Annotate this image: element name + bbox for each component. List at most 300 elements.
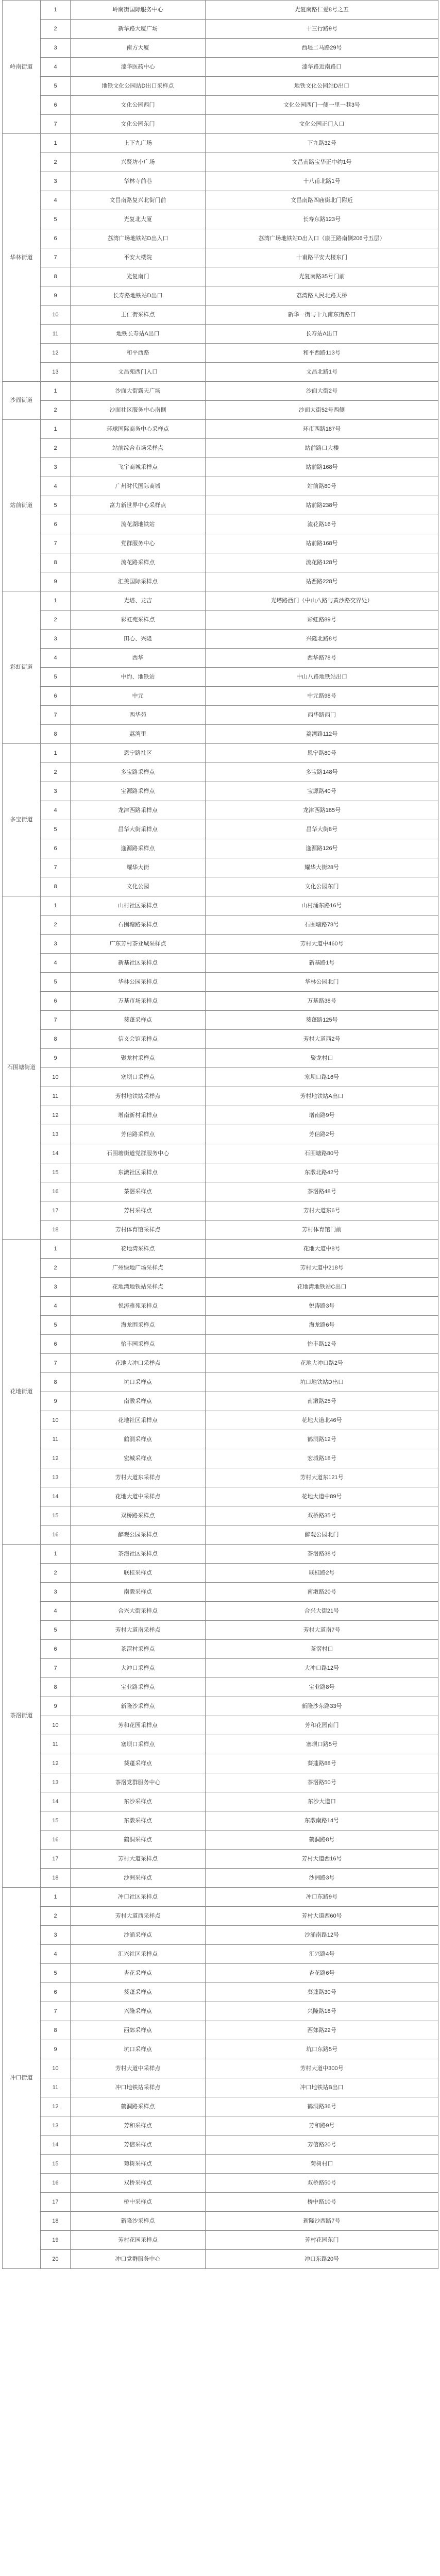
row-number-cell: 17: [41, 1201, 71, 1221]
table-row: [3, 248, 438, 267]
site-address-cell: 石围塘路78号: [206, 916, 438, 935]
site-address-cell: 芳村大道西60号: [206, 1907, 438, 1926]
site-address-cell: 葵蓬路30号: [206, 1983, 438, 2002]
site-name-cell: 悦涛雅苑采样点: [71, 1297, 206, 1316]
site-address-cell: 东漖南路14号: [206, 1811, 438, 1831]
site-address-cell: 鹤洞路12号: [206, 1430, 438, 1449]
table-row: [3, 1373, 438, 1392]
row-number-cell: 3: [41, 782, 71, 801]
site-name-cell: 石围塘街道党群服务中心: [71, 1144, 206, 1163]
row-number-cell: 10: [41, 1716, 71, 1735]
table-row: [3, 458, 438, 477]
table-body: [3, 1, 438, 2269]
site-address-cell: 十三行路9号: [206, 20, 438, 39]
site-address-cell: 葵蓬路125号: [206, 1011, 438, 1030]
table-row: [3, 2097, 438, 2116]
row-number-cell: 15: [41, 1506, 71, 1526]
site-address-cell: 站前路168号: [206, 458, 438, 477]
site-address-cell: 花地大道中89号: [206, 1487, 438, 1506]
table-row: [3, 916, 438, 935]
row-number-cell: 7: [41, 1011, 71, 1030]
row-number-cell: 16: [41, 1526, 71, 1545]
site-address-cell: 南漖路25号: [206, 1392, 438, 1411]
row-number-cell: 2: [41, 153, 71, 172]
site-name-cell: 新华路大厦广场: [71, 20, 206, 39]
row-number-cell: 14: [41, 1487, 71, 1506]
site-name-cell: 冲口地铁站采样点: [71, 2078, 206, 2097]
row-number-cell: 6: [41, 515, 71, 534]
row-number-cell: 5: [41, 1964, 71, 1983]
site-address-cell: 茶滘路38号: [206, 1545, 438, 1564]
table-row: [3, 1621, 438, 1640]
row-number-cell: 6: [41, 96, 71, 115]
site-address-cell: 芳村大道南7号: [206, 1621, 438, 1640]
table-row: [3, 1640, 438, 1659]
site-address-cell: 站前路口大楼: [206, 439, 438, 458]
table-row: [3, 839, 438, 858]
site-address-cell: 沙面大街52号西侧: [206, 401, 438, 420]
site-address-cell: 怡丰路12号: [206, 1335, 438, 1354]
site-name-cell: 山村社区采样点: [71, 896, 206, 916]
table-row: [3, 1144, 438, 1163]
site-address-cell: 坑口东路5号: [206, 2040, 438, 2059]
table-row: [3, 286, 438, 306]
table-row: [3, 1297, 438, 1316]
row-number-cell: 15: [41, 2155, 71, 2174]
site-name-cell: 党群服务中心: [71, 534, 206, 553]
site-address-cell: 芳和花园南门: [206, 1716, 438, 1735]
street-name-cell: 站前街道: [3, 420, 41, 591]
row-number-cell: 4: [41, 954, 71, 973]
site-address-cell: 多宝路148号: [206, 763, 438, 782]
site-name-cell: 田心、兴隆: [71, 630, 206, 649]
site-name-cell: 文化公园: [71, 877, 206, 896]
table-row: [3, 801, 438, 820]
site-address-cell: 花地大道北46号: [206, 1411, 438, 1430]
table-row: [3, 591, 438, 611]
site-address-cell: 茶滘村口: [206, 1640, 438, 1659]
table-row: [3, 1201, 438, 1221]
site-name-cell: 南漖采样点: [71, 1392, 206, 1411]
row-number-cell: 11: [41, 1430, 71, 1449]
site-address-cell: 站前路238号: [206, 496, 438, 515]
site-name-cell: 流花路采样点: [71, 553, 206, 572]
site-name-cell: 广东芳村茶业城采样点: [71, 935, 206, 954]
table-row: [3, 172, 438, 191]
row-number-cell: 5: [41, 1621, 71, 1640]
site-name-cell: 汇兴社区采样点: [71, 1945, 206, 1964]
street-name-cell: 冲口街道: [3, 1888, 41, 2269]
site-name-cell: 芳村大道西采样点: [71, 1907, 206, 1926]
site-name-cell: 站前综合市场采样点: [71, 439, 206, 458]
table-row: [3, 1678, 438, 1697]
site-address-cell: 漆华路近南路口: [206, 58, 438, 77]
site-address-cell: 站西路228号: [206, 572, 438, 591]
table-row: [3, 477, 438, 496]
site-address-cell: 山村涌东路16号: [206, 896, 438, 916]
row-number-cell: 19: [41, 2231, 71, 2250]
site-name-cell: 昌华大街采样点: [71, 820, 206, 839]
site-name-cell: 兴贤坊小广场: [71, 153, 206, 172]
table-row: [3, 1468, 438, 1487]
row-number-cell: 7: [41, 534, 71, 553]
site-name-cell: 芳村大道南采样点: [71, 1621, 206, 1640]
site-address-cell: 宝源路40号: [206, 782, 438, 801]
site-address-cell: 聚龙村口: [206, 1049, 438, 1068]
row-number-cell: 8: [41, 2021, 71, 2040]
site-address-cell: 芳村大道中300号: [206, 2059, 438, 2078]
table-row: [3, 1811, 438, 1831]
site-name-cell: 塞坝口采样点: [71, 1068, 206, 1087]
row-number-cell: 6: [41, 1640, 71, 1659]
row-number-cell: 14: [41, 2136, 71, 2155]
site-address-cell: 花地大道中8号: [206, 1240, 438, 1259]
site-name-cell: 沙洲采样点: [71, 1869, 206, 1888]
site-address-cell: 花地湾地铁站C出口: [206, 1278, 438, 1297]
site-name-cell: 芳村大道中采样点: [71, 2059, 206, 2078]
street-name-cell: 茶滘街道: [3, 1545, 41, 1888]
site-address-cell: 逢源路126号: [206, 839, 438, 858]
site-name-cell: 文昌苑西门入口: [71, 363, 206, 382]
site-address-cell: 增南路9号: [206, 1106, 438, 1125]
row-number-cell: 5: [41, 1316, 71, 1335]
table-row: [3, 2040, 438, 2059]
site-name-cell: 流花湖地铁站: [71, 515, 206, 534]
site-name-cell: 兴隆采样点: [71, 2002, 206, 2021]
table-row: [3, 210, 438, 229]
table-row: [3, 1030, 438, 1049]
site-address-cell: 合兴大街21号: [206, 1602, 438, 1621]
site-name-cell: 芳信路采样点: [71, 1125, 206, 1144]
site-address-cell: 鹤洞路36号: [206, 2097, 438, 2116]
site-address-cell: 芳信路20号: [206, 2136, 438, 2155]
row-number-cell: 2: [41, 1564, 71, 1583]
row-number-cell: 12: [41, 1449, 71, 1468]
table-row: [3, 611, 438, 630]
site-name-cell: 富力新世界中心采样点: [71, 496, 206, 515]
row-number-cell: 3: [41, 39, 71, 58]
table-row: [3, 572, 438, 591]
table-row: [3, 1163, 438, 1182]
row-number-cell: 10: [41, 1068, 71, 1087]
site-address-cell: 沙涌南路12号: [206, 1926, 438, 1945]
site-name-cell: 葵蓬采样点: [71, 1983, 206, 2002]
site-name-cell: 和平西路: [71, 344, 206, 363]
street-name-cell: 石围塘街道: [3, 896, 41, 1240]
site-address-cell: 流花路128号: [206, 553, 438, 572]
site-address-cell: 沙面大街2号: [206, 382, 438, 401]
site-name-cell: 冲口党群服务中心: [71, 2250, 206, 2269]
site-address-cell: 鹤洞路8号: [206, 1831, 438, 1850]
row-number-cell: 2: [41, 1259, 71, 1278]
site-address-cell: 菊树村口: [206, 2155, 438, 2174]
table-row: [3, 820, 438, 839]
site-address-cell: 和平西路113号: [206, 344, 438, 363]
table-row: [3, 20, 438, 39]
row-number-cell: 5: [41, 77, 71, 96]
site-address-cell: 石围塘路80号: [206, 1144, 438, 1163]
row-number-cell: 6: [41, 1335, 71, 1354]
table-row: [3, 1526, 438, 1545]
table-row: [3, 649, 438, 668]
site-name-cell: 双桥路采样点: [71, 1506, 206, 1526]
site-address-cell: 葵蓬路88号: [206, 1754, 438, 1773]
row-number-cell: 3: [41, 1926, 71, 1945]
table-row: [3, 1850, 438, 1869]
site-name-cell: 宝业路采样点: [71, 1678, 206, 1697]
table-row: [3, 1602, 438, 1621]
site-name-cell: 岭南街国际服务中心: [71, 1, 206, 20]
table-row: [3, 496, 438, 515]
site-name-cell: 茶滘采样点: [71, 1182, 206, 1201]
row-number-cell: 2: [41, 401, 71, 420]
site-name-cell: 耀华大街: [71, 858, 206, 877]
site-address-cell: 大冲口路12号: [206, 1659, 438, 1678]
site-name-cell: 花地湾采样点: [71, 1240, 206, 1259]
site-address-cell: 西华路西门: [206, 706, 438, 725]
site-name-cell: 怡丰园采样点: [71, 1335, 206, 1354]
row-number-cell: 5: [41, 210, 71, 229]
table-row: [3, 1487, 438, 1506]
table-row: [3, 1430, 438, 1449]
table-row: [3, 1278, 438, 1297]
row-number-cell: 5: [41, 496, 71, 515]
table-row: [3, 1888, 438, 1907]
site-address-cell: 坑口地铁站D出口: [206, 1373, 438, 1392]
table-row: [3, 630, 438, 649]
row-number-cell: 6: [41, 992, 71, 1011]
site-name-cell: 长寿路地铁站D出口: [71, 286, 206, 306]
site-name-cell: 光复北大厦: [71, 210, 206, 229]
site-name-cell: 沙面大街露天广场: [71, 382, 206, 401]
table-row: [3, 1411, 438, 1430]
site-address-cell: 芳村地铁站A出口: [206, 1087, 438, 1106]
row-number-cell: 3: [41, 935, 71, 954]
table-row: [3, 1335, 438, 1354]
site-address-cell: 芳和路9号: [206, 2116, 438, 2136]
row-number-cell: 2: [41, 763, 71, 782]
table-row: [3, 2250, 438, 2269]
table-row: [3, 344, 438, 363]
site-name-cell: 文化公园西门: [71, 96, 206, 115]
site-address-cell: 汇兴路4号: [206, 1945, 438, 1964]
row-number-cell: 18: [41, 1869, 71, 1888]
site-address-cell: 联桂路2号: [206, 1564, 438, 1583]
row-number-cell: 11: [41, 1735, 71, 1754]
street-name-cell: 多宝街道: [3, 744, 41, 896]
site-name-cell: 光塔、龙吉: [71, 591, 206, 611]
site-name-cell: 葵蓬采样点: [71, 1011, 206, 1030]
site-name-cell: 龙津西路采样点: [71, 801, 206, 820]
site-address-cell: 醉观公园北门: [206, 1526, 438, 1545]
street-name-cell: 岭南街道: [3, 1, 41, 134]
site-address-cell: 龙津西路165号: [206, 801, 438, 820]
site-name-cell: 茶滘村采样点: [71, 1640, 206, 1659]
row-number-cell: 9: [41, 2040, 71, 2059]
site-address-cell: 环市西路187号: [206, 420, 438, 439]
site-address-cell: 冲口东路9号: [206, 1888, 438, 1907]
table-row: [3, 2231, 438, 2250]
row-number-cell: 4: [41, 649, 71, 668]
site-address-cell: 光塔路西门（中山八路与黄沙路交界处）: [206, 591, 438, 611]
row-number-cell: 4: [41, 801, 71, 820]
row-number-cell: 6: [41, 229, 71, 248]
site-name-cell: 鹤洞路采样点: [71, 2097, 206, 2116]
site-address-cell: 冲口东路20号: [206, 2250, 438, 2269]
row-number-cell: 4: [41, 58, 71, 77]
site-address-cell: 西郊路22号: [206, 2021, 438, 2040]
site-address-cell: 新基路1号: [206, 954, 438, 973]
site-name-cell: 广州时代国际商城: [71, 477, 206, 496]
row-number-cell: 12: [41, 1754, 71, 1773]
row-number-cell: 10: [41, 2059, 71, 2078]
site-address-cell: 西堤二马路29号: [206, 39, 438, 58]
table-row: [3, 515, 438, 534]
site-name-cell: 万基市场采样点: [71, 992, 206, 1011]
row-number-cell: 9: [41, 1392, 71, 1411]
site-name-cell: 聚龙村采样点: [71, 1049, 206, 1068]
site-address-cell: 双桥路50号: [206, 2174, 438, 2193]
site-name-cell: 西华: [71, 649, 206, 668]
row-number-cell: 7: [41, 1354, 71, 1373]
site-address-cell: 海龙路6号: [206, 1316, 438, 1335]
site-name-cell: 地铁文化公园站D出口采样点: [71, 77, 206, 96]
site-name-cell: 环球国际商务中心采样点: [71, 420, 206, 439]
site-address-cell: 十甫路平安大楼东门: [206, 248, 438, 267]
table-row: [3, 1983, 438, 2002]
site-address-cell: 长寿站A出口: [206, 325, 438, 344]
row-number-cell: 8: [41, 1678, 71, 1697]
row-number-cell: 9: [41, 286, 71, 306]
site-address-cell: 西华路78号: [206, 649, 438, 668]
table-row: [3, 1259, 438, 1278]
site-name-cell: 中元: [71, 687, 206, 706]
site-name-cell: 新隆沙采样点: [71, 2212, 206, 2231]
table-row: [3, 1087, 438, 1106]
site-name-cell: 芳村采样点: [71, 1201, 206, 1221]
row-number-cell: 14: [41, 1792, 71, 1811]
site-name-cell: 增南新村采样点: [71, 1106, 206, 1125]
site-name-cell: 冲口社区采样点: [71, 1888, 206, 1907]
table-row: [3, 420, 438, 439]
site-name-cell: 广州绿地广场采样点: [71, 1259, 206, 1278]
site-address-cell: 芳村大道西2号: [206, 1030, 438, 1049]
site-address-cell: 花地大冲口路2号: [206, 1354, 438, 1373]
table-row: [3, 2021, 438, 2040]
site-name-cell: 芳村花园采样点: [71, 2231, 206, 2250]
row-number-cell: 13: [41, 2116, 71, 2136]
row-number-cell: 3: [41, 1278, 71, 1297]
table-row: [3, 1240, 438, 1259]
table-row: [3, 782, 438, 801]
row-number-cell: 9: [41, 1697, 71, 1716]
row-number-cell: 1: [41, 744, 71, 763]
site-name-cell: 文化公园东门: [71, 115, 206, 134]
site-name-cell: 新隆沙采样点: [71, 1697, 206, 1716]
row-number-cell: 5: [41, 668, 71, 687]
site-name-cell: 飞宇商城采样点: [71, 458, 206, 477]
table-row: [3, 1735, 438, 1754]
site-name-cell: 花地大冲口采样点: [71, 1354, 206, 1373]
site-address-cell: 中元路98号: [206, 687, 438, 706]
table-row: [3, 58, 438, 77]
table-row: [3, 1354, 438, 1373]
row-number-cell: 6: [41, 687, 71, 706]
row-number-cell: 12: [41, 2097, 71, 2116]
site-name-cell: 逢源路采样点: [71, 839, 206, 858]
street-name-cell: 彩虹街道: [3, 591, 41, 744]
site-name-cell: 漆华医药中心: [71, 58, 206, 77]
site-name-cell: 花地大道中采样点: [71, 1487, 206, 1506]
table-row: [3, 229, 438, 248]
site-name-cell: 新基社区采样点: [71, 954, 206, 973]
table-row: [3, 439, 438, 458]
site-address-cell: 茶滘路50号: [206, 1773, 438, 1792]
site-address-cell: 芳村花园东门: [206, 2231, 438, 2250]
row-number-cell: 20: [41, 2250, 71, 2269]
site-name-cell: 沙面社区服务中心南侧: [71, 401, 206, 420]
site-address-cell: 文昌南路四庙街北门附近: [206, 191, 438, 210]
table-row: [3, 896, 438, 916]
row-number-cell: 16: [41, 1182, 71, 1201]
site-name-cell: 芳村地铁站采样点: [71, 1087, 206, 1106]
site-address-cell: 文昌南路宝华正中约1号: [206, 153, 438, 172]
site-name-cell: 葵蓬采样点: [71, 1754, 206, 1773]
row-number-cell: 8: [41, 267, 71, 286]
site-address-cell: 荔湾路人民北路天桥: [206, 286, 438, 306]
table-row: [3, 382, 438, 401]
site-address-cell: 芳村大道东121号: [206, 1468, 438, 1487]
site-address-cell: 南漖路20号: [206, 1583, 438, 1602]
site-address-cell: 沙洲路3号: [206, 1869, 438, 1888]
row-number-cell: 2: [41, 1907, 71, 1926]
site-name-cell: 多宝路采样点: [71, 763, 206, 782]
table-row: [3, 1945, 438, 1964]
table-row: [3, 1106, 438, 1125]
site-address-cell: 地铁文化公园站D出口: [206, 77, 438, 96]
site-name-cell: 西郊采样点: [71, 2021, 206, 2040]
site-address-cell: 十八甫北路1号: [206, 172, 438, 191]
street-name-cell: 花地街道: [3, 1240, 41, 1545]
site-address-cell: 茶滘路48号: [206, 1182, 438, 1201]
site-address-cell: 东漖北路42号: [206, 1163, 438, 1182]
street-name-cell: 华林街道: [3, 134, 41, 382]
row-number-cell: 14: [41, 1144, 71, 1163]
site-address-cell: 彩虹路89号: [206, 611, 438, 630]
table-row: [3, 77, 438, 96]
row-number-cell: 13: [41, 1468, 71, 1487]
site-name-cell: 鹤洞采样点: [71, 1430, 206, 1449]
table-row: [3, 2002, 438, 2021]
site-name-cell: 桥中采样点: [71, 2193, 206, 2212]
row-number-cell: 5: [41, 820, 71, 839]
table-row: [3, 115, 438, 134]
table-row: [3, 973, 438, 992]
row-number-cell: 1: [41, 382, 71, 401]
site-address-cell: 站前路80号: [206, 477, 438, 496]
site-name-cell: 芳村大道采样点: [71, 1850, 206, 1869]
site-name-cell: 光复南门: [71, 267, 206, 286]
table-row: [3, 1564, 438, 1583]
table-row: [3, 1869, 438, 1888]
table-row: [3, 877, 438, 896]
table-row: [3, 2193, 438, 2212]
table-row: [3, 725, 438, 744]
site-address-cell: 荔湾路112号: [206, 725, 438, 744]
site-name-cell: 联桂采样点: [71, 1564, 206, 1583]
table-row: [3, 1926, 438, 1945]
table-row: [3, 1182, 438, 1201]
